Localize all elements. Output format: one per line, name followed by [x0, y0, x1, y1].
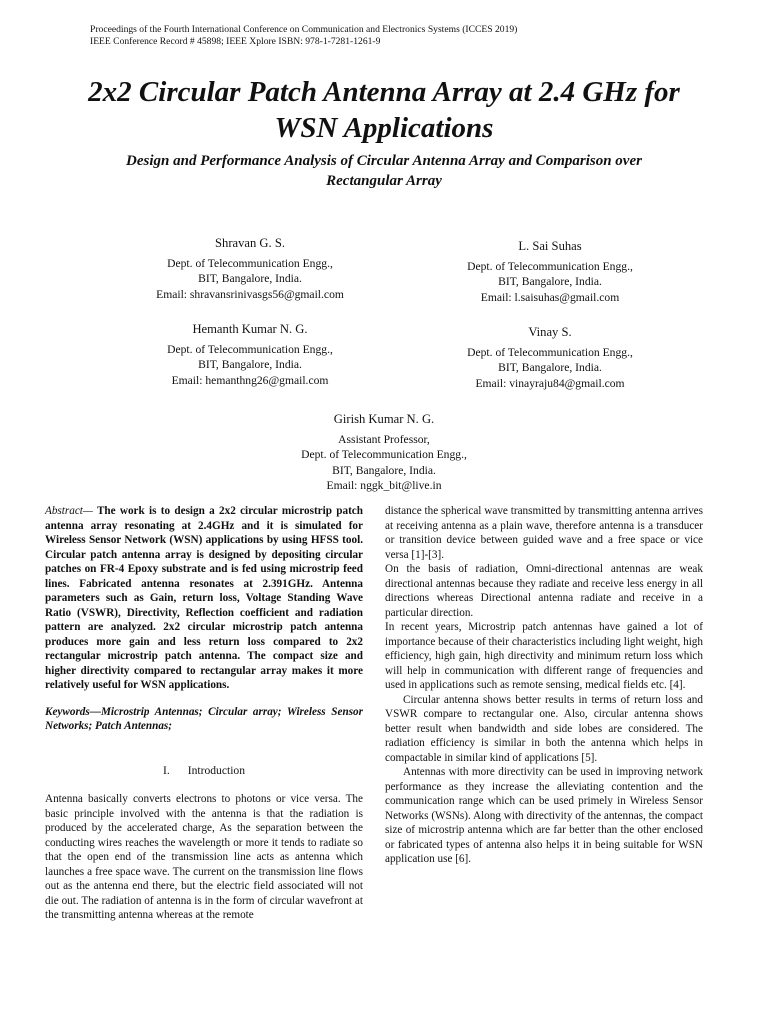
section-title: Introduction	[187, 763, 246, 777]
body-paragraph: On the basis of radiation, Omni-directional antennas are weak directional antennas because they radiate and receive less energy in all directions whereas Directional antenna radiate and receive in a particular direction.	[385, 563, 703, 619]
section-heading	[45, 764, 363, 779]
author-role: Assistant Professor,	[338, 432, 430, 446]
author-name: Girish Kumar N. G.	[333, 412, 435, 426]
author-institution: BIT, Bangalore, India.	[332, 463, 436, 477]
author-institution: BIT, Bangalore, India.	[198, 272, 302, 285]
author-email: Email: vinayraju84@gmail.com	[475, 376, 625, 390]
body-paragraph: In recent years, Microstrip patch antennas have gained a lot of importance because of their characteristics including light weight, high efficiency, high gain, high directivity and minimum return loss which will help in communication with different range of frequencies and used in applications such as remote sensing, medical fields etc. [4].	[385, 621, 703, 691]
conference-line-1: Proceedings of the Fourth International Conference on Communication and Electronics Systems (ICCES 2019)	[90, 24, 518, 35]
author-institution: BIT, Bangalore, India.	[198, 358, 302, 371]
conference-header	[90, 24, 517, 48]
author-name: Vinay S.	[528, 325, 572, 339]
author-block	[90, 322, 410, 388]
author-email: Email: nggk_bit@live.in	[326, 479, 442, 492]
abstract-body: The work is to design a 2x2 circular microstrip patch antenna array resonating at 2.4GHz and it is simulated for Wireless Sensor Network (WSN) applications by using HFSS tool. Circular patch antenna array is designed by depositing circular patches on FR-4 Epoxy substrate and is fed using microstrip feed lines. Fabricated antenna resonates at 2.391GHz. Antenna parameters such as Gain, return loss, Voltage Standing Wave Ratio (VSWR), Directivity, Reflection coefficient and radiation pattern are analyzed. 2x2 circular microstrip patch antenna produces more gain and less return loss compared to 2x2 rectangular microstrip patch antenna. The compact size and higher directivity compared to rectangular array makes it more relatively useful for WSN applications.	[45, 505, 363, 691]
title-line-2: WSN Applications	[274, 112, 494, 144]
author-dept: Dept. of Telecommunication Engg.,	[167, 256, 333, 270]
subtitle-line-1: Design and Performance Analysis of Circular Antenna Array and Comparison over	[126, 153, 642, 169]
paper-subtitle	[40, 151, 728, 191]
author-dept: Dept. of Telecommunication Engg.,	[301, 448, 467, 461]
subtitle-line-2: Rectangular Array	[326, 173, 442, 189]
body-paragraph: Antennas with more directivity can be used in improving network performance as they increase the alleviating contention and the communication range which can be used primely in Wireless Sensor Networks (WSNs). Along with directivity of the antennas, the compact size of microstrip antenna which are far better than the other enclosed or fabricated types of antenna also helps it in being suitable for WSN application use [6].	[385, 766, 703, 865]
author-dept: Dept. of Telecommunication Engg.,	[467, 345, 633, 359]
title-line-1: 2x2 Circular Patch Antenna Array at 2.4 GHz for	[88, 76, 680, 108]
body-paragraph: Antenna basically converts electrons to photons or vice versa. The basic principle involved with the antenna is that the radiation is produced by the accelerated charge, As the separation between the conducting wires reaches the wavelength or more it tends to radiate so that the open end of the transmission line acts as antenna which launches a free space wave. The current on the transmission line flows out as the antenna end there, but the electric field associated will not die out. The radiation of antenna is in the form of circular wavefront at the transmitting antenna whereas at the remote	[45, 793, 363, 921]
author-dept: Dept. of Telecommunication Engg.,	[467, 259, 633, 273]
author-dept: Dept. of Telecommunication Engg.,	[167, 342, 333, 356]
author-name: Shravan G. S.	[215, 236, 285, 250]
keywords: Keywords—Microstrip Antennas; Circular array; Wireless Sensor Networks; Patch Antennas;	[45, 705, 363, 732]
left-column	[45, 504, 363, 923]
author-email: Email: hemanthng26@gmail.com	[171, 373, 329, 387]
conference-line-2: IEEE Conference Record # 45898; IEEE Xplore ISBN: 978-1-7281-1261-9	[90, 36, 381, 47]
author-name: L. Sai Suhas	[518, 239, 582, 253]
body-paragraph: Circular antenna shows better results in terms of return loss and VSWR compare to rectangular one. Also, circular antenna shows better result when bandwidth and side lobes are considered. The radiation efficiency is similar in both the antenna which helps in compactable in similar kind of applications [5].	[385, 693, 703, 764]
author-institution: BIT, Bangalore, India.	[498, 275, 602, 288]
author-name: Hemanth Kumar N. G.	[192, 322, 308, 336]
author-email: Email: l.saisuhas@gmail.com	[480, 290, 620, 304]
author-block	[410, 239, 690, 305]
paper-title	[0, 74, 768, 146]
right-column	[385, 504, 703, 867]
section-number: I.	[162, 763, 170, 777]
author-email: Email: shravansrinivasgs56@gmail.com	[156, 287, 344, 301]
author-block	[410, 325, 690, 391]
author-block	[90, 236, 410, 302]
author-institution: BIT, Bangalore, India.	[498, 361, 602, 374]
body-paragraph: distance the spherical wave transmitted by transmitting antenna arrives at receiving antenna as a plain wave, therefore antenna is a transducer or transition device between guided wave and a free space or vice versa [1]-[3].	[385, 505, 703, 561]
abstract	[45, 504, 363, 693]
author-block	[214, 412, 554, 494]
abstract-lead: Abstract—	[45, 505, 93, 517]
